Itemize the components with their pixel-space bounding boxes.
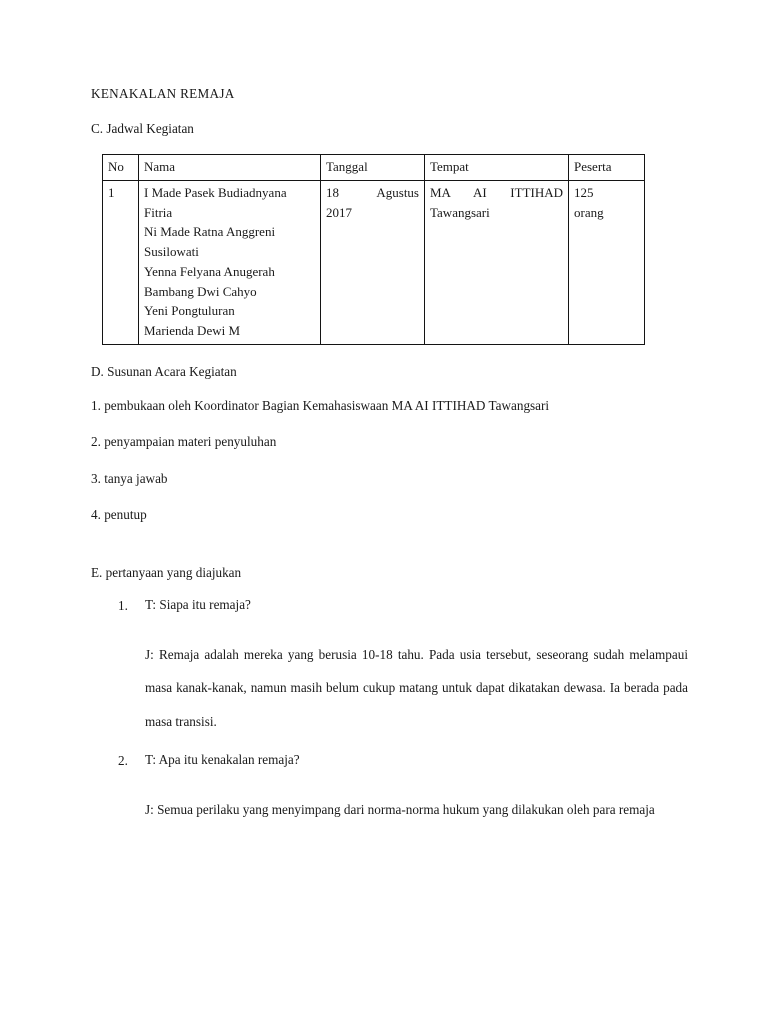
nama-line: Marienda Dewi M (144, 323, 241, 338)
nama-line: Ni Made Ratna Anggreni (144, 224, 276, 240)
agenda-list (91, 398, 691, 544)
cell-no: 1 (103, 180, 139, 344)
agenda-item: 2. penyampaian materi penyuluhan (91, 434, 277, 450)
cell-tanggal (321, 180, 425, 344)
qa-list (118, 598, 688, 826)
column-header-nama: Nama (139, 155, 321, 181)
qa-question: T: Apa itu kenakalan remaja? (145, 752, 300, 767)
cell-peserta (569, 180, 645, 344)
table-row (103, 180, 645, 344)
nama-line: Yenna Felyana Anugerah (144, 263, 275, 279)
qa-answer: J: Semua perilaku yang menyimpang dari norma-norma hukum yang dilakukan oleh para remaja (145, 802, 655, 818)
column-header-tempat: Tempat (425, 155, 569, 181)
agenda-item: 4. penutup (91, 507, 147, 523)
section-e-heading: E. pertanyaan yang diajukan (91, 565, 242, 580)
qa-marker: 1. (118, 598, 128, 613)
qa-item (118, 598, 688, 738)
qa-item (118, 753, 688, 826)
page-title: KENAKALAN REMAJA (91, 86, 235, 101)
section-c-heading: C. Jadwal Kegiatan (91, 121, 194, 136)
peserta-line: orang (574, 204, 604, 220)
tempat-line: Tawangsari (430, 204, 490, 220)
peserta-line: 125 (574, 184, 594, 200)
qa-question: T: Siapa itu remaja? (145, 597, 251, 612)
cell-tempat (425, 180, 569, 344)
schedule-table (102, 154, 645, 345)
nama-line: Yeni Pongtuluran (144, 303, 235, 319)
nama-line: Fitria (144, 204, 173, 220)
table-header-row (103, 155, 645, 181)
nama-line: Bambang Dwi Cahyo (144, 283, 257, 299)
agenda-item: 1. pembukaan oleh Koordinator Bagian Kemahasiswaan MA AI ITTIHAD Tawangsari (91, 398, 550, 413)
agenda-item: 3. tanya jawab (91, 470, 168, 486)
nama-line: Susilowati (144, 244, 199, 259)
column-header-tanggal: Tanggal (321, 155, 425, 181)
column-header-no: No (103, 155, 139, 181)
nama-line: I Made Pasek Budiadnyana (144, 184, 287, 200)
section-d-heading: D. Susunan Acara Kegiatan (91, 364, 237, 379)
cell-nama (139, 180, 321, 344)
tanggal-line: 18 Agustus (326, 184, 419, 200)
qa-marker: 2. (118, 753, 128, 768)
qa-answer: J: Remaja adalah mereka yang berusia 10-18 tahu. Pada usia tersebut, seseorang sudah melampaui masa kanak-kanak, namun masih belum cukup matang untuk dapat dikatakan dewasa. Ia berada pada masa transisi. (145, 647, 688, 729)
column-header-peserta: Peserta (569, 155, 645, 181)
tanggal-line: 2017 (326, 204, 352, 220)
tempat-line: MA AI ITTIHAD (430, 184, 563, 200)
